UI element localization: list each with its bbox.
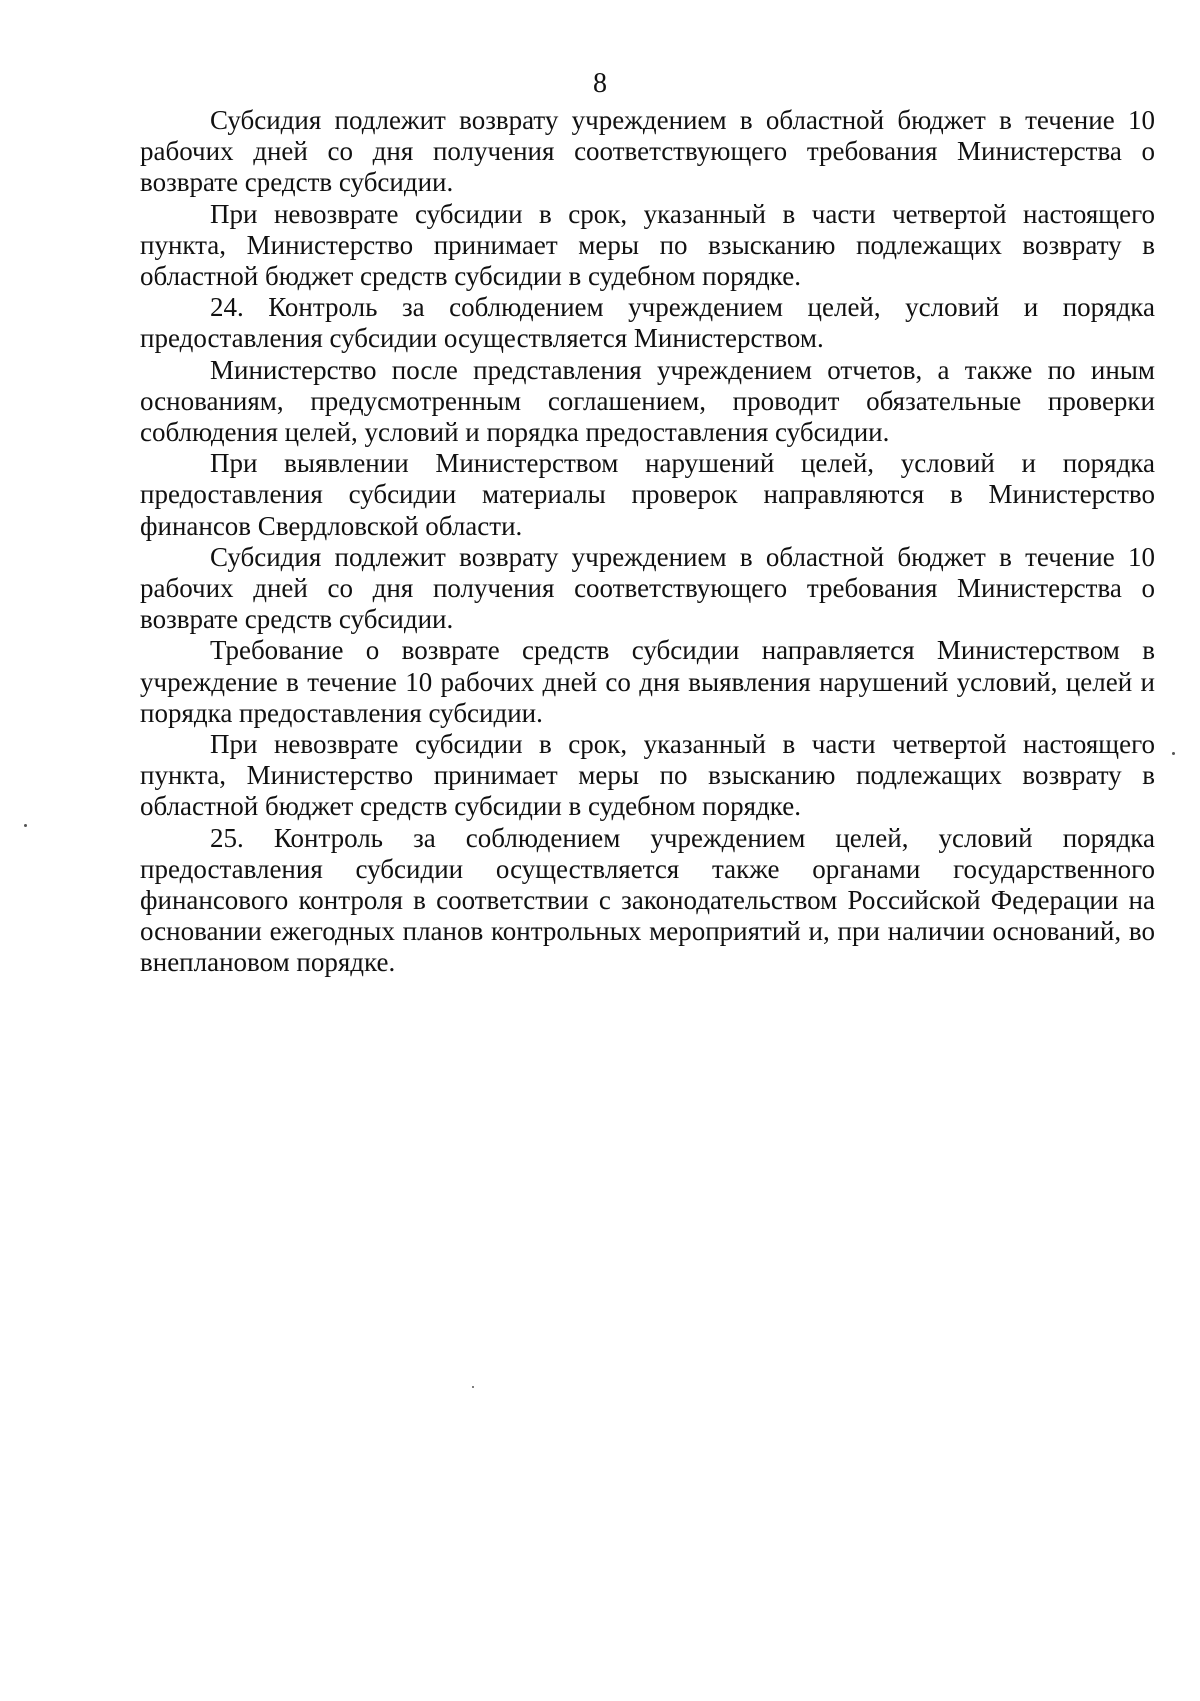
document-body bbox=[140, 105, 1155, 979]
paragraph: Субсидия подлежит возврату учреждением в областной бюджет в течение 10 рабочих дней со дня получения соответствующего требования Министерства о возврате средств субсидии. bbox=[140, 541, 1155, 635]
paragraph: 24. Контроль за соблюдением учреждением целей, условий и порядка предоставления субсидии осуществляется Министерством. bbox=[140, 292, 1155, 354]
paragraph: 25. Контроль за соблюдением учреждением целей, условий порядка предоставления субсидии осуществляется также органами государственного финансового контроля в соответствии с законодательством Российской Федерации на основании ежегодных планов контрольных мероприятий и, при наличии оснований, во внеплановом порядке. bbox=[140, 822, 1155, 978]
paragraph: При невозврате субсидии в срок, указанный в части четвертой настоящего пункта, Министерство принимает меры по взысканию подлежащих возврату в областной бюджет средств субсидии в судебном порядке. bbox=[140, 729, 1155, 822]
scan-speck bbox=[1172, 752, 1175, 755]
scan-speck bbox=[24, 824, 27, 827]
scan-speck bbox=[472, 1386, 474, 1388]
page-number: 8 bbox=[593, 68, 607, 99]
paragraph: Субсидия подлежит возврату учреждением в областной бюджет в течение 10 рабочих дней со дня получения соответствующего требования Министерства о возврате средств субсидии. bbox=[140, 105, 1155, 198]
paragraph: Требование о возврате средств субсидии направляется Министерством в учреждение в течение 10 рабочих дней со дня выявления нарушений условий, целей и порядка предоставления субсидии. bbox=[140, 635, 1155, 728]
paragraph: При выявлении Министерством нарушений целей, условий и порядка предоставления субсидии материалы проверок направляются в Министерство финансов Свердловской области. bbox=[140, 448, 1155, 541]
paragraph: При невозврате субсидии в срок, указанный в части четвертой настоящего пункта, Министерство принимает меры по взысканию подлежащих возврату в областной бюджет средств субсидии в судебном порядке. bbox=[140, 198, 1155, 292]
paragraph: Министерство после представления учреждением отчетов, а также по иным основаниям, предусмотренным соглашением, проводит обязательные проверки соблюдения целей, условий и порядка предоставления субсидии. bbox=[140, 354, 1155, 448]
